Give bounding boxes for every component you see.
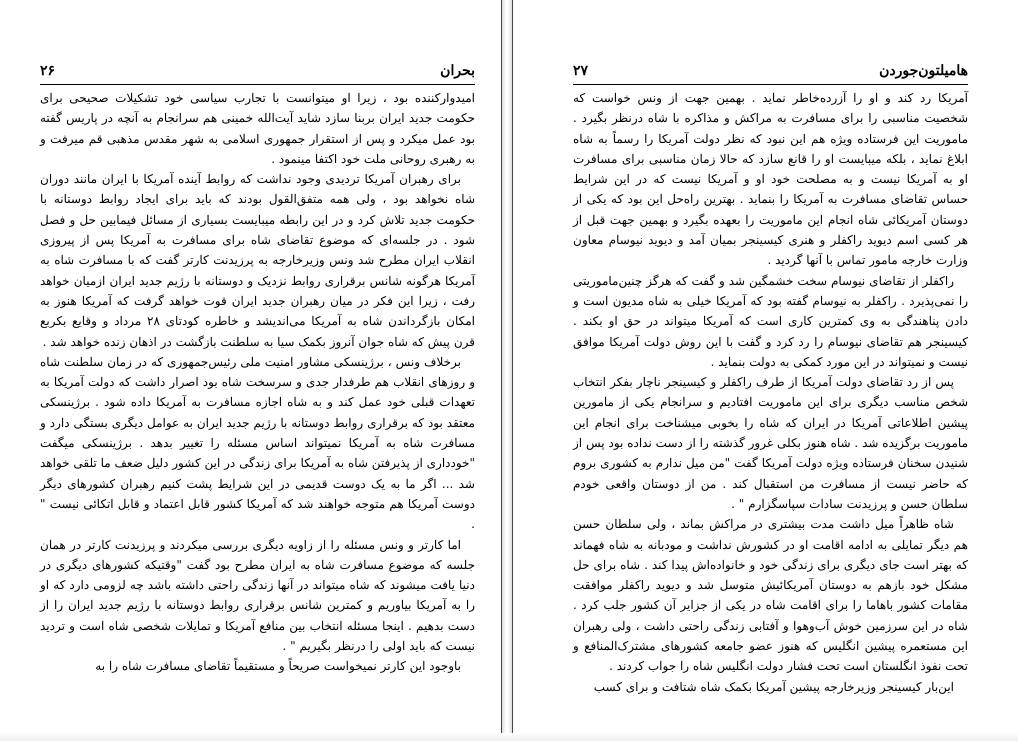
header-rule [573, 84, 968, 85]
paragraph: این‌بار کیسینجر وزیرخارجه پیشین آمریکا بکمک شاه شتافت و برای کسب [593, 679, 954, 694]
paragraph: راکفلر از تقاضای نیوسام سخت خشمگین شد و گفت که هرگز چنین‌ماموریتی را نمی‌پذیرد . راکفلر به نیوسام گفته بود که آمریکا خیلی به شاه مدیون است و دادن پناهندگی به وی کمترین کاری است که آمریکا میتواند در حق او بکند . کیسینجر هم تقاضای نیوسام را رد کرد و گفت با این روش دولت آمریکا موافق نیست و نمیتواند در این مورد کمکی به دولت بنماید . [573, 273, 968, 369]
paragraph: آمریکا رد کند و او را آزرده‌خاطر نماید . بهمین جهت از ونس خواست که شخصیت مناسبی را برای مسافرت به مراکش و مذاکره با شاه درنظر بگیرد . ماموریت این فرستاده ویژه هم این نبود که نظر دولت آمریکا را رسماً به شاه ابلاغ نماید ، بلکه میبایست او را قانع سازد که حالا زمان مناسبی برای مسافرت او به آمریکا نیست و به مصلحت خود او و آمریکا نیست که در این شرایط حساس تقاضای مسافرت به آمریکا را بنماید . بهترین راه‌حل این بود که یکی از دوستان آمریکائی شاه انجام این ماموریت را بعهده بگیرد و بهمین جهت قبل از هر کسی اسم دیوید راکفلر و هنری کیسینجر بمیان آمد و دیوید نیوسام معاون وزارت خارجه مامور تماس با آنها گردید . [573, 91, 968, 268]
page-body [40, 88, 475, 677]
paragraph: برخلاف ونس ، برژینسکی مشاور امنیت ملی رئیس‌جمهوری که در زمان سلطنت شاه و روزهای انقلاب هم طرفدار جدی و سرسخت شاه بود اصرار داشت که دولت آمریکا به تعهدات قبلی خود عمل کند و به شاه اجازه مسافرت به آمریکا داده شود . برژینسکی معتقد بود که برقراری روابط دوستانه با رژیم جدید ایران به عوامل دیگری بستگی دارد و مسافرت شاه به آمریکا نمیتواند اساس مسئله را تغییر بدهد . برژینسکی میگفت "خودداری از پذیرفتن شاه به آمریکا برای زندگی در این کشور دلیل ضعف ما تلقی خواهد شد ... اگر ما به یک دوست قدیمی در این شرایط پشت کنیم رهبران کشورهای دیگر دوست آمریکا هم متوجه خواهند شد که آمریکا کشور قابل اعتماد و قابل اتکائی نیست " . [40, 354, 475, 532]
running-head: هامیلتون‌جوردن [879, 63, 968, 79]
header-rule [40, 84, 475, 85]
page-number: ۲۶ [40, 63, 56, 79]
paragraph: اما کارتر و ونس مسئله را از زاویه دیگری بررسی میکردند و پرزیدنت کارتر در همان جلسه که موضوع مسافرت شاه به ایران مطرح بود گفت "وقتیکه کشورهای دیگری در دنیا یافت میشوند که شاه میتواند در آنها زندگی راحتی داشته باشد چه لزومی دارد که او را به آمریکا بیاوریم و کمترین شانس برقراری روابط دوستانه با رژیم جدید ایران را از دست بدهیم . اینجا مسئله انتخاب بین منافع آمریکا و تمایلات شخصی شاه است و تردید نیست که باید اولی را درنظر بگیریم " . [40, 537, 476, 654]
page-number: ۲۷ [573, 63, 589, 79]
paragraph: شاه ظاهراً میل داشت مدت بیشتری در مراکش بماند ، ولی سلطان حسن هم دیگر تمایلی به ادامه اقامت او در کشورش نداشت و مودبانه به شاه فهماند که بهتر است جای دیگری برای زندگی خود و خانواده‌اش پیدا کند . شاه برای حل مشکل خود بازهم به دوستان آمریکائیش متوسل شد و دیوید راکفلر موافقت مقامات کشور باهاما را برای اقامت شاه در یکی از جزایر آن کشور جلب کرد . شاه در این سرزمین خوش آب‌وهوا و آفتابی زندگی راحتی داشت ، ولی رهبران این مستعمره پیشین انگلیس که هنوز عضو جامعه کشورهای مشترک‌المنافع و تحت نفوذ انگلستان است تحت فشار دولت انگلیس شاه را جواب کردند . [573, 517, 968, 674]
paragraph: باوجود این کارتر نمیخواست صریحاً و مستقیماً تقاضای مسافرت شاه را به [95, 659, 461, 674]
page-body [573, 88, 968, 697]
running-head: بحران [440, 63, 475, 79]
left-page-header [40, 62, 475, 80]
paragraph: برای رهبران آمریکا تردیدی وجود نداشت که روابط آینده آمریکا با ایران مانند دوران شاه نخواهد بود ، ولی همه متفق‌القول بودند که باید برای ایجاد روابط دوستانه با حکومت جدید تلاش کرد و در این رابطه میبایست بسیاری از مسائل فیمابین حل و فصل شود . در جلسه‌ای که موضوع تقاضای شاه برای مسافرت به آمریکا پس از پیروزی انقلاب ایران مطرح شد ونس وزیرخارجه به پرزیدنت کارتر گفت که با مسافرت شاه به آمریکا هرگونه شانس برقراری روابط نزدیک و دوستانه با رژیم جدید ایران ازمیان خواهد رفت ، زیرا این فکر در میان رهبران جدید ایران قوت خواهد گرفت که آمریکا هنوز به امکان بازگرداندن شاه به آمریکا می‌اندیشد و خاطره کودتای ۲۸ مرداد و وقایع بکربع قرن پیش که شاه جوان آنروز بکمک سیا به سلطنت بازگشت در اذهان زنده خواهد شد . [40, 172, 476, 349]
paragraph: امیدوارکننده بود ، زیرا او میتوانست با تجارب سیاسی خود تشکیلات صحیحی برای حکومت جدید ایران بربنا سازد شاید آیت‌الله خمینی هم سرانجام به آنچه در پاریس گفته بود عمل میکرد و پس از استقرار جمهوری اسلامی به شهر مقدس مذهبی قم میرفت و به رهبری روحانی ملت خود اکتفا مینمود . [40, 91, 475, 166]
paragraph: پس از رد تقاضای دولت آمریکا از طرف راکفلر و کیسینجر ناچار بفکر انتخاب شخص مناسب دیگری برای این ماموریت افتادیم و سرانجام یکی از مامورین پیشین اطلاعاتی آمریکا در ایران که شاه را بخوبی میشناخت برای انجام این ماموریت برگزیده شد . شاه هنوز بکلی غرور گذشته را از دست نداده بود پس از شنیدن سخنان فرستاده ویژه دولت آمریکا گفت "من میل ندارم به کشوری بروم که حاضر نیست از مسافرت من استقبال کند . من از دوستان واقعی خودم سلطان حسن و پرزیدنت سادات سپاسگزارم " . [573, 375, 968, 511]
page-bottom-edge [0, 733, 1018, 741]
right-page-header [573, 62, 968, 80]
right-page [512, 0, 1018, 741]
left-page [0, 0, 502, 741]
book-gutter [502, 0, 512, 741]
